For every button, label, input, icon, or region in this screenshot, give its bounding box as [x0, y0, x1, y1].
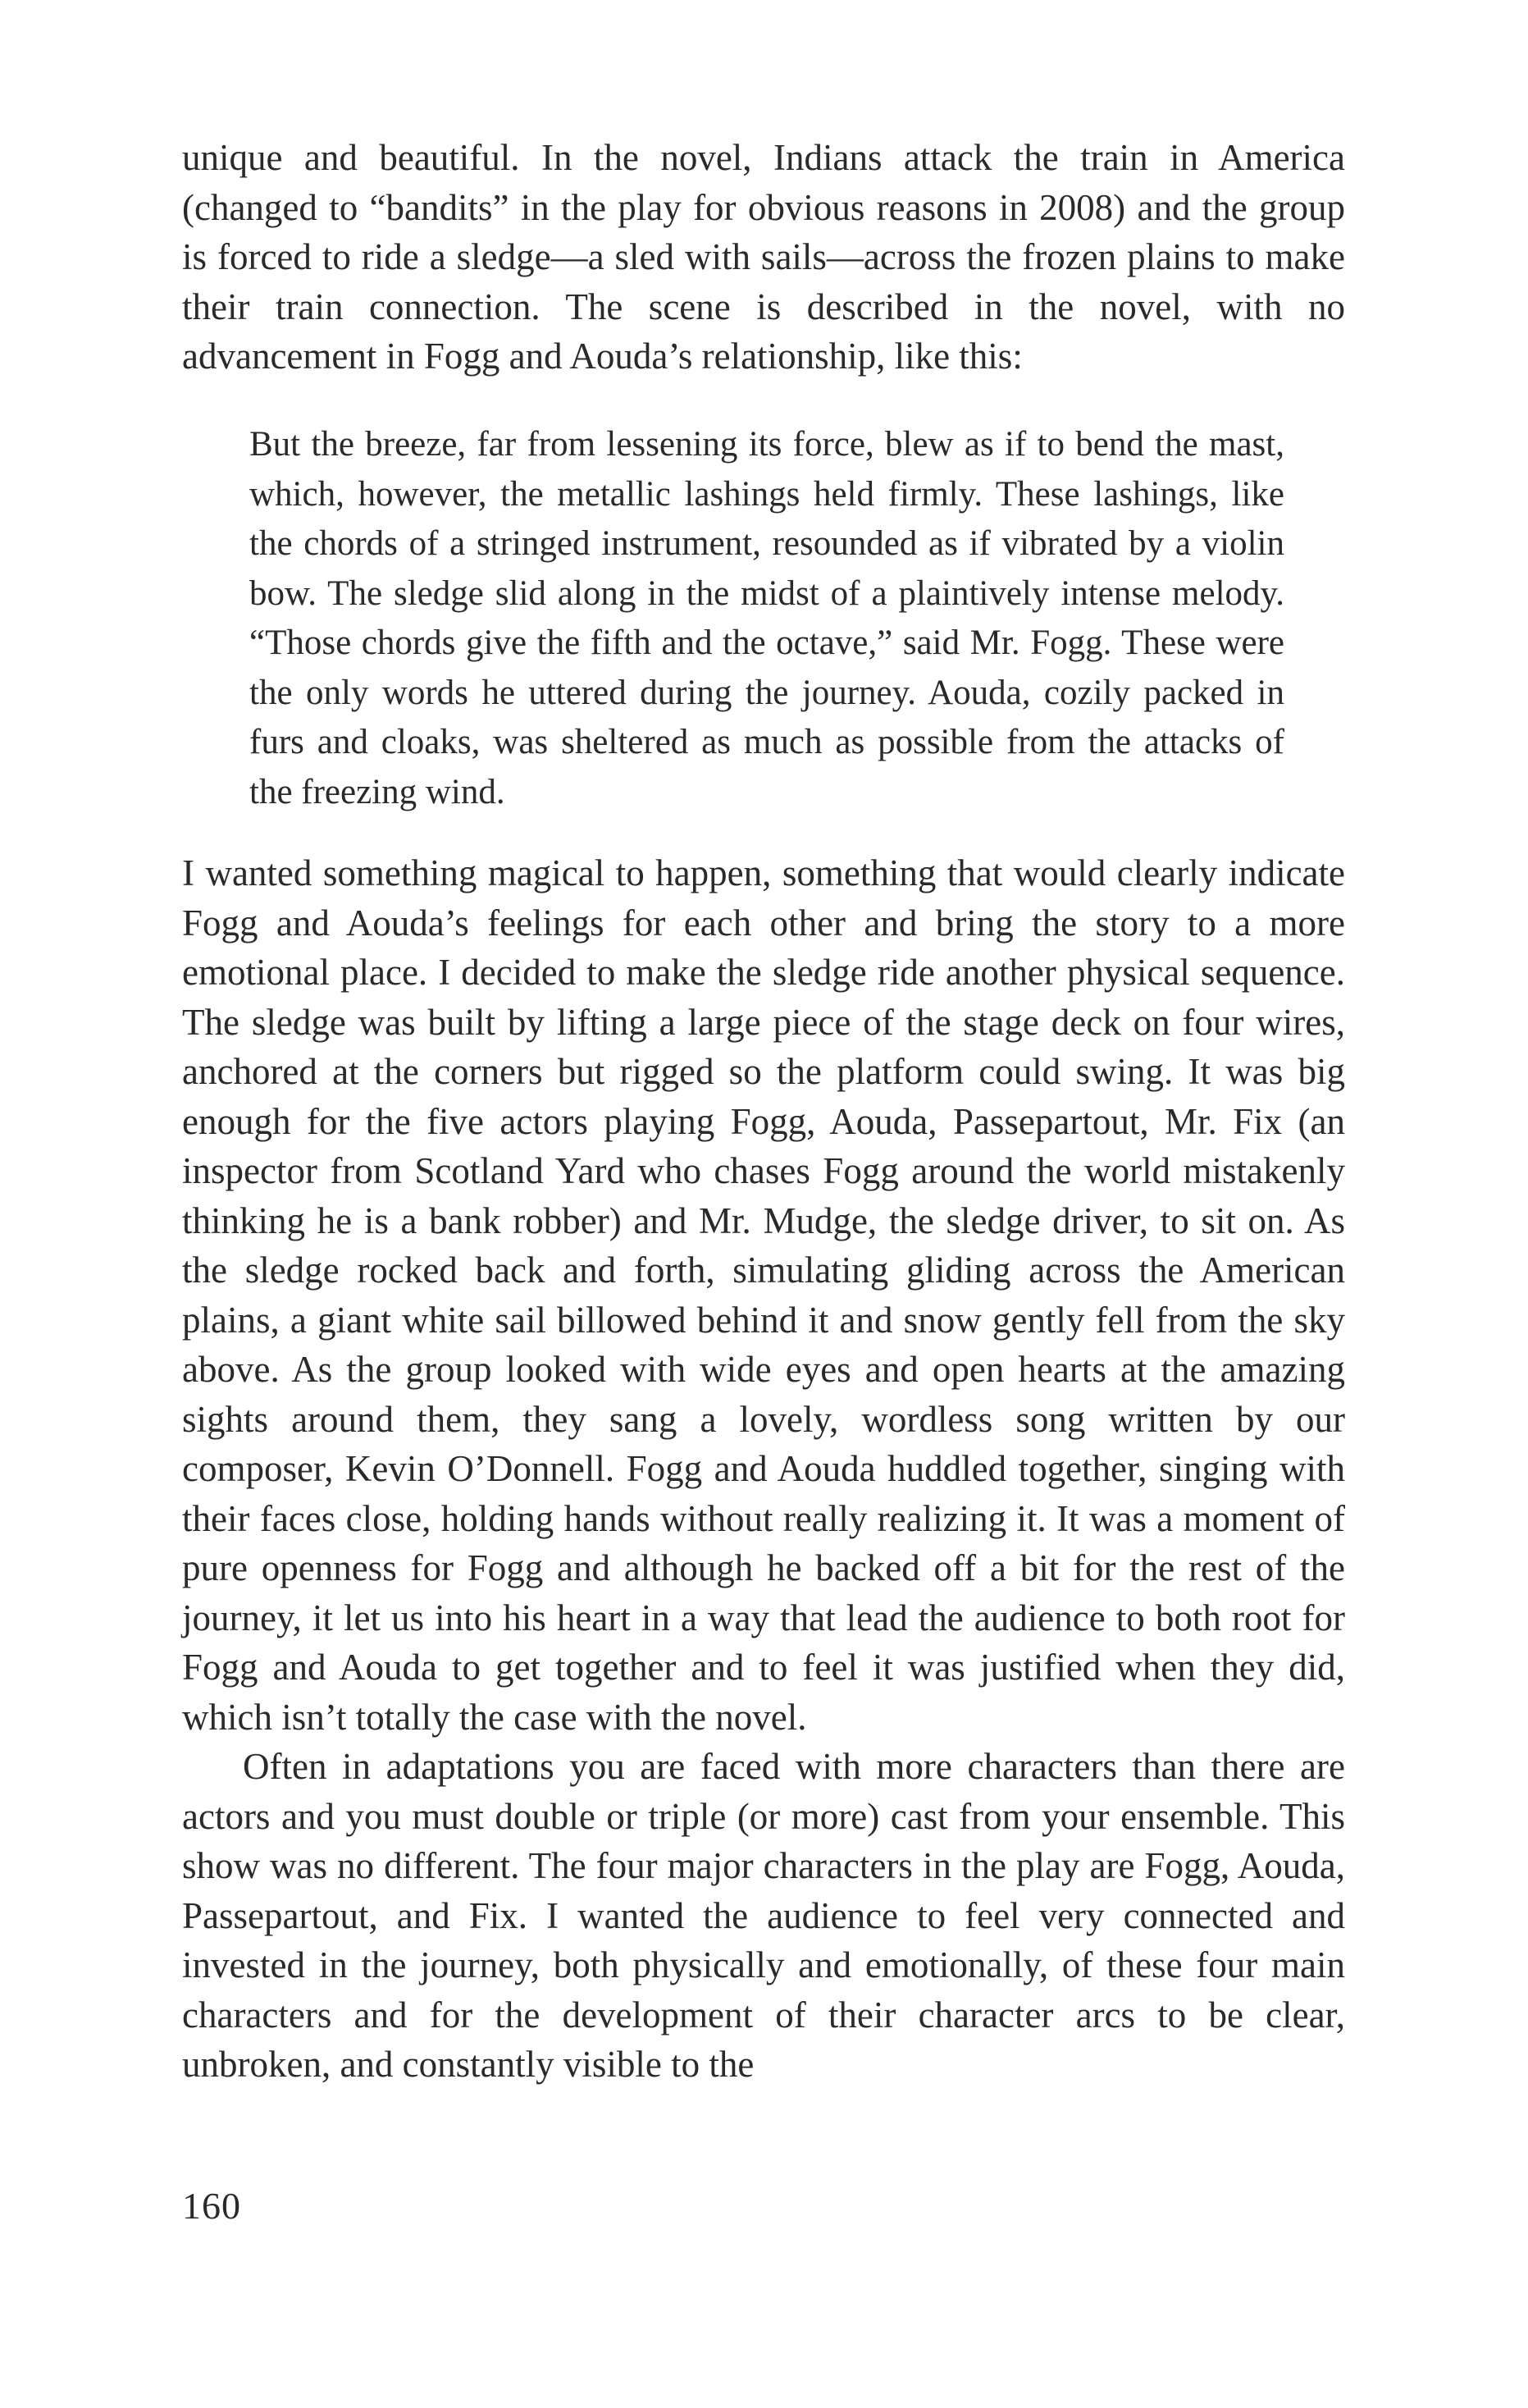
- body-paragraph-1: I wanted something magical to happen, something that would clearly indicate Fogg and Aouda’s feelings for each other and bring the story to a more emotional place. I decided to make the sledge ride another physical sequence. The sledge was built by lifting a large piece of the stage deck on four wires, anchored at the corners but rigged so the platform could swing. It was big enough for the five actors playing Fogg, Aouda, Passepartout, Mr. Fix (an inspector from Scotland Yard who chases Fogg around the world mistakenly thinking he is a bank robber) and Mr. Mudge, the sledge driver, to sit on. As the sledge rocked back and forth, simulating gliding across the American plains, a giant white sail billowed behind it and snow gently fell from the sky above. As the group looked with wide eyes and open hearts at the amazing sights around them, they sang a lovely, wordless song written by our composer, Kevin O’Donnell. Fogg and Aouda huddled together, singing with their faces close, holding hands without really realizing it. It was a moment of pure openness for Fogg and although he backed off a bit for the rest of the journey, it let us into his heart in a way that lead the audience to both root for Fogg and Aouda to get together and to feel it was justified when they did, which isn’t totally the case with the novel.: [182, 852, 1345, 1738]
- body-paragraph-2: Often in adaptations you are faced with more characters than there are actors and you must double or triple (or more) cast from your ensemble. This show was no different. The four major characters in the play are Fogg, Aouda, Passepartout, and Fix. I wanted the audience to feel very connected and invested in the journey, both physically and emotionally, of these four main characters and for the development of their character arcs to be clear, unbroken, and constantly visible to the: [182, 1746, 1345, 2085]
- main-body: [182, 848, 1345, 2090]
- intro-paragraph: [182, 133, 1345, 382]
- block-quote: [249, 420, 1284, 817]
- page-number: 160: [182, 2185, 241, 2227]
- block-quote-text: But the breeze, far from lessening its force, blew as if to bend the mast, which, however, the metallic lashings held firmly. These lashings, like the chords of a stringed instrument, resounded as if vibrated by a violin bow. The sledge slid along in the midst of a plaintively intense melody. “Those chords give the fifth and the octave,” said Mr. Fogg. These were the only words he uttered during the journey. Aouda, cozily packed in furs and cloaks, was sheltered as much as possible from the attacks of the freezing wind.: [249, 425, 1284, 811]
- intro-paragraph-text: unique and beautiful. In the novel, Indians attack the train in America (changed to “bandits” in the play for obvious reasons in 2008) and the group is forced to ride a sledge—a sled with sails—across the frozen plains to make their train connection. The scene is described in the novel, with no advancement in Fogg and Aouda’s relationship, like this:: [182, 137, 1345, 377]
